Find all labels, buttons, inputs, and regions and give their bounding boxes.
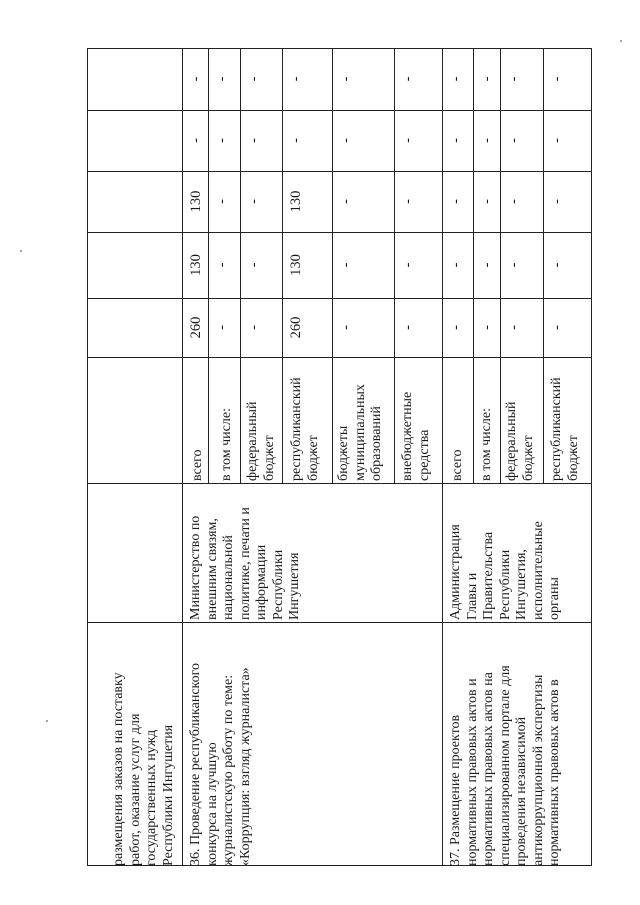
column-divider [87,622,592,623]
value-cell: - [246,325,262,330]
value-cell: - [400,76,416,82]
source-label: республиканский бюджет [289,377,321,481]
source-label: всего [450,449,465,481]
value-cell: - [338,325,354,330]
scan-speck [46,720,48,722]
value-cell: - [549,76,565,82]
value-cell: - [338,138,354,143]
source-label: в том числе: [479,408,494,481]
subrow-divider [473,48,474,483]
value-cell: - [188,138,204,143]
value-cell: - [448,199,464,204]
value-cell: - [400,262,416,268]
source-label: республиканский бюджет [549,377,581,481]
column-divider [87,357,592,358]
subrow-divider [282,48,283,483]
event-37-executor: Администрация Главы и Правительства Республики Ингушетия, исполнительные органы [448,521,562,620]
value-cell: - [549,325,565,330]
value-cell: - [549,138,565,143]
value-cell: - [479,325,495,330]
scan-speck [620,40,622,42]
value-cell: - [246,76,262,82]
value-cell: - [549,262,565,268]
value-cell: - [338,262,354,268]
value-cell: - [214,262,230,268]
value-cell: - [400,199,416,204]
scan-speck [20,250,22,252]
value-cell: - [288,76,304,82]
value-cell: - [549,199,565,204]
column-divider [87,483,592,484]
value-cell: - [506,199,522,204]
value-cell: - [214,138,230,143]
column-divider [87,171,592,172]
value-cell: 130 [188,254,204,276]
value-cell: - [246,262,262,268]
value-cell: - [479,138,495,143]
value-cell: - [288,138,304,143]
value-cell: - [214,199,230,204]
value-cell: 130 [288,254,304,276]
value-cell: 130 [288,190,304,213]
value-cell: - [506,325,522,330]
value-cell: - [448,76,464,82]
value-cell: 260 [188,316,204,339]
subrow-divider [394,48,395,483]
column-divider [87,232,592,233]
subrow-divider [500,48,501,483]
source-label: федеральный бюджет [504,401,536,481]
value-cell: - [400,138,416,143]
source-label: всего [190,449,205,481]
value-cell: 260 [288,316,304,339]
value-cell: - [448,325,464,330]
subrow-divider [240,48,241,483]
source-label: в том числе: [219,408,234,481]
value-cell: - [506,262,522,268]
value-cell: - [479,76,495,82]
subrow-divider [332,48,333,483]
value-cell: - [479,199,495,204]
value-cell: - [246,199,262,204]
event-36-text: 36. Проведение республиканского конкурса на лучшую журналистскую работу по теме: «Коррупция: взгляд журналиста» [188,662,253,866]
value-cell: - [246,138,262,143]
value-cell: 130 [188,190,204,213]
value-cell: - [448,138,464,143]
column-divider [87,110,592,111]
event-36-executor: Министерство по внешним связям, национальной политике, печати и информации Республики Ингушетия [188,507,302,620]
value-cell: - [506,138,522,143]
subrow-divider [208,48,209,483]
value-cell: - [338,199,354,204]
value-cell: - [188,76,204,82]
column-divider [87,298,592,299]
event-text-continued: размещения заказов на поставку работ, оказание услуг для государственных нужд Республики Ингушетия [111,672,176,866]
value-cell: - [338,76,354,82]
subrow-divider [543,48,544,483]
value-cell: - [479,262,495,268]
event-37-text: 37. Размещение проектов нормативных правовых актов и нормативных правовых актов на специализированном портале для проведения независимой антикоррупционной экспертизы нормативных правовых актов в [448,665,562,866]
source-label: внебюджетные средства [400,391,432,481]
value-cell: - [214,325,230,330]
value-cell: - [506,76,522,82]
value-cell: - [214,76,230,82]
source-label: бюджеты муниципальных образований [336,384,384,481]
source-label: федеральный бюджет [245,401,277,481]
value-cell: - [448,262,464,268]
value-cell: - [400,325,416,330]
